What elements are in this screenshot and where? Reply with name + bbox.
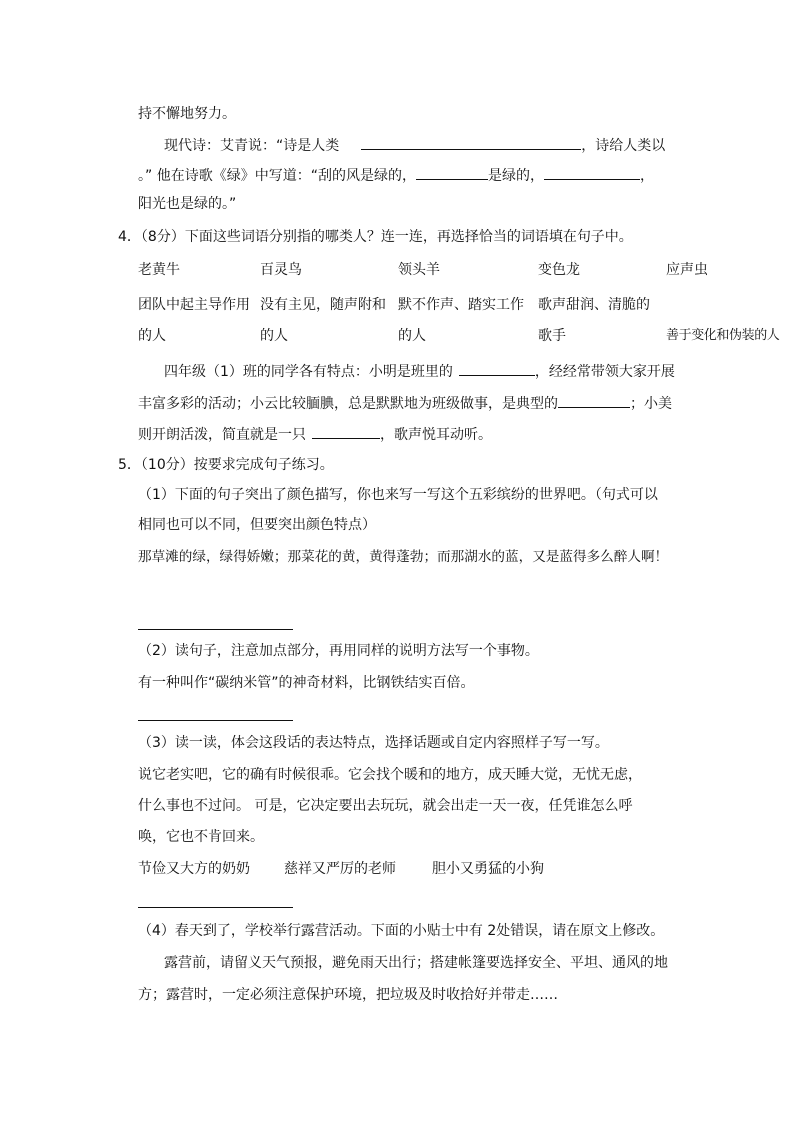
q4-paragraph-line-1	[164, 361, 675, 381]
question-4-header: 4．（8分）下面这些词语分别指的哪类人？连一连，再选择恰当的词语填在句子中。	[118, 229, 633, 245]
desc-item[interactable]: 团队中起主导作用	[138, 297, 250, 313]
fill-blank[interactable]	[312, 424, 380, 439]
q4-para-2-suffix: ；小美	[630, 396, 672, 412]
q5-part3-instruction: （3）读一读，体会这段话的表达特点，选择话题或自定内容照样子写一写。	[138, 735, 609, 751]
answer-line[interactable]	[138, 720, 293, 721]
q5-part4-text-line-2: 方；露营时，一定必须注意保护环境，把垃圾及时收拾好并带走……	[138, 987, 558, 1003]
q4-para-3-prefix: 则开朗活泼，简直就是一只	[138, 427, 306, 443]
q5-part4-text-line-1: 露营前，请留义天气预报，避免雨天出行；搭建帐篷要选择安全、平坦、通风的地	[164, 955, 668, 971]
topic-option[interactable]: 胆小又勇猛的小狗	[432, 861, 544, 877]
q4-para-1-prefix: 四年级（1）班的同学各有特点：小明是班里的	[164, 364, 453, 380]
desc-item[interactable]: 默不作声、踏实工作	[398, 297, 524, 313]
fill-blank[interactable]	[459, 361, 535, 376]
word-item[interactable]: 变色龙	[538, 262, 580, 278]
poem-line-3	[138, 165, 654, 185]
poem-line-4: 阳光也是绿的。”	[138, 196, 237, 212]
q4-para-2-prefix: 丰富多彩的活动；小云比较腼腆，总是默默地为班级做事，是典型的	[138, 396, 558, 412]
desc-item[interactable]: 的人	[138, 328, 166, 344]
word-item[interactable]: 应声虫	[666, 262, 708, 278]
q5-part3-text-line-2: 什么事也不过问。 可是，它决定要出去玩玩，就会出走一天一夜，任凭谁怎么呼	[138, 798, 633, 814]
desc-item[interactable]: 的人	[398, 328, 426, 344]
poem-line-2-prefix: 现代诗：艾青说：“诗是人类	[164, 138, 340, 154]
topic-option[interactable]: 节俭又大方的奶奶	[138, 861, 250, 877]
q5-part4-instruction: （4）春天到了，学校举行露营活动。下面的小贴士中有 2处错误，请在原文上修改。	[138, 923, 665, 939]
poem-line-3-suffix: ，	[639, 168, 654, 184]
word-item[interactable]: 领头羊	[398, 262, 440, 278]
q5-part3-text-line-3: 唤，它也不肯回来。	[138, 829, 264, 845]
fill-blank[interactable]	[544, 165, 640, 180]
q4-paragraph-line-2	[138, 393, 672, 413]
poem-line-2-suffix: ，诗给人类以	[581, 138, 666, 154]
word-item[interactable]: 百灵鸟	[260, 262, 302, 278]
poem-line-1: 持不懈地努力。	[138, 106, 236, 122]
answer-line[interactable]	[138, 907, 293, 908]
answer-line[interactable]	[138, 629, 293, 630]
q5-part3-text-line-1: 说它老实吧，它的确有时候很乖。它会找个暖和的地方，成天睡大觉，无忧无虑，	[138, 767, 642, 783]
desc-item[interactable]: 没有主见，随声附和	[260, 297, 386, 313]
poem-line-3-prefix: 。” 他在诗歌《绿》中写道：“刮的风是绿的，	[138, 168, 416, 184]
q4-para-3-suffix: ，歌声悦耳动听。	[380, 427, 492, 443]
question-5-header: 5．（10分）按要求完成句子练习。	[118, 457, 334, 473]
q4-para-1-suffix: ，经经常带领大家开展	[534, 364, 675, 380]
fill-blank[interactable]	[416, 165, 488, 180]
fill-blank[interactable]	[558, 393, 630, 408]
q5-part1-instruction-line-1: （1）下面的句子突出了颜色描写，你也来写一写这个五彩缤纷的世界吧。（句式可以	[138, 487, 658, 503]
poem-line-2	[164, 135, 665, 155]
desc-item[interactable]: 歌手	[538, 328, 566, 344]
q4-paragraph-line-3	[138, 424, 492, 444]
q5-part1-instruction-line-2: 相同也可以不同，但要突出颜色特点）	[138, 517, 376, 533]
q5-part2-example: 有一种叫作“碳纳米管”的神奇材料，比钢铁结实百倍。	[138, 675, 475, 691]
fill-blank[interactable]	[361, 135, 581, 150]
q5-part1-example: 那草滩的绿，绿得娇嫩；那菜花的黄，黄得蓬勃；而那湖水的蓝，又是蓝得多么醉人啊！	[138, 549, 669, 565]
word-item[interactable]: 老黄牛	[138, 262, 180, 278]
topic-option[interactable]: 慈祥又严厉的老师	[284, 861, 396, 877]
q5-part2-instruction: （2）读句子，注意加点部分，再用同样的说明方法写一个事物。	[138, 643, 539, 659]
desc-item[interactable]: 歌声甜润、清脆的	[538, 297, 650, 313]
poem-line-3-mid: 是绿的，	[487, 168, 544, 184]
desc-item[interactable]: 的人	[260, 328, 288, 344]
desc-item[interactable]: 善于变化和伪装的人	[666, 328, 780, 343]
